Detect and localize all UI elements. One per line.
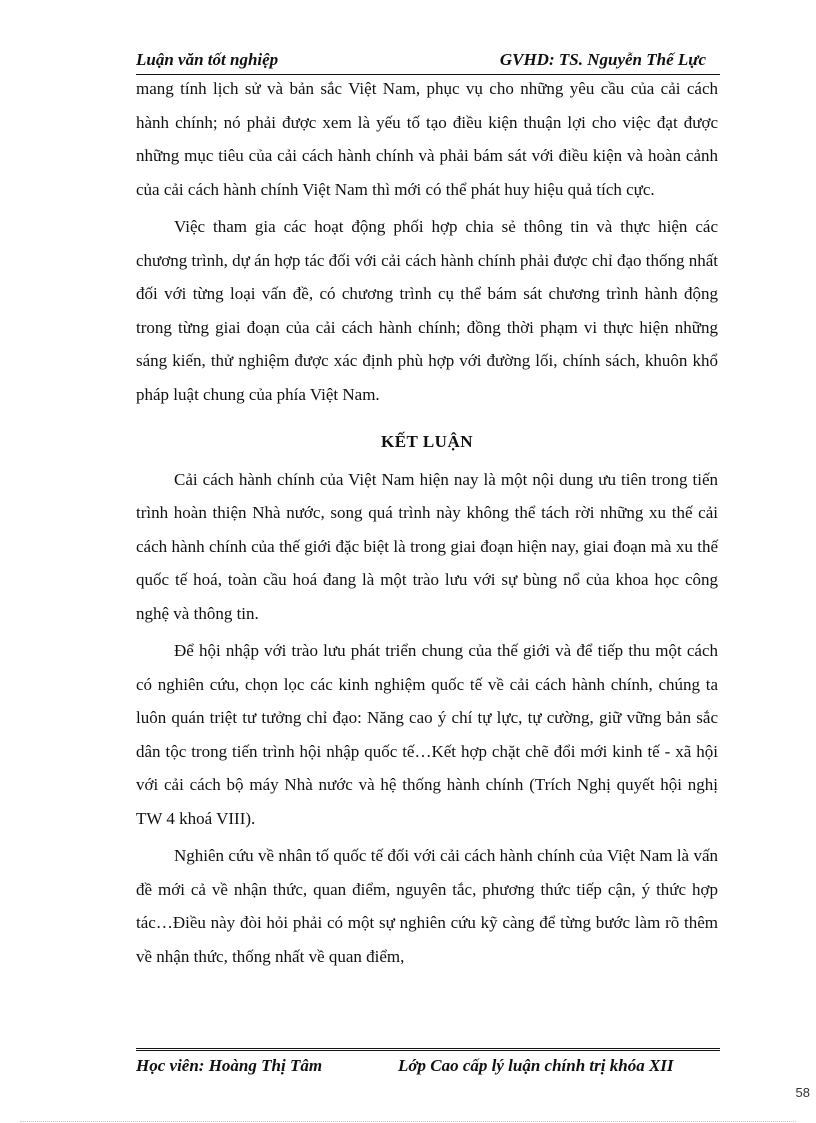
footer-student: Học viên: Hoàng Thị Tâm (136, 1056, 323, 1075)
header-thesis-title: Luận văn tốt nghiệp (136, 50, 279, 69)
footer-class: Lớp Cao cấp lý luận chính trị khóa XII (398, 1056, 674, 1075)
paragraph-1: mang tính lịch sử và bản sắc Việt Nam, phục vụ cho những yêu cầu của cải cách hành chính; nó phải được xem là yếu tố tạo điều kiện thuận lợi cho việc đạt được những mục tiêu của cải cách hành chính và phải bám sát với điều kiện và hoàn cảnh của cải cách hành chính Việt Nam thì mới có thể phát huy hiệu quả tích cực. (136, 79, 718, 199)
paragraph-4: Để hội nhập với trào lưu phát triển chung của thế giới và để tiếp thu một cách có nghiên cứu, chọn lọc các kinh nghiệm quốc tế về cải cách hành chính, chúng ta luôn quán triệt tư tưởng chỉ đạo: Năng cao ý chí tự lực, tự cường, giữ vững bản sắc dân tộc trong tiến trình hội nhập quốc tế…Kết hợp chặt chẽ đổi mới kinh tế - xã hội với cải cách bộ máy Nhà nước và hệ thống hành chính (Trích Nghị quyết hội nghị TW 4 khoá VIII). (136, 641, 718, 828)
paragraph-5: Nghiên cứu về nhân tố quốc tế đối với cải cách hành chính của Việt Nam là vấn đề mới cả về nhận thức, quan điểm, nguyên tắc, phương thức tiếp cận, ý thức hợp tác…Điều này đòi hỏi phải có một sự nghiên cứu kỹ càng để từng bước làm rõ thêm về nhận thức, thống nhất về quan điểm, (136, 846, 718, 966)
page-footer (136, 1048, 720, 1081)
page-number: 58 (795, 1085, 810, 1100)
paragraph-3: Cải cách hành chính của Việt Nam hiện nay là một nội dung ưu tiên trong tiến trình hoàn thiện Nhà nước, song quá trình này không thể tách rời những xu thế cải cách hành chính của thế giới đặc biệt là trong giai đoạn hiện nay, giai đoạn mà xu thế quốc tế hoá, toàn cầu hoá đang là một trào lưu với sự bùng nổ của khoa học công nghệ và thông tin. (136, 469, 718, 623)
page-header (136, 48, 720, 75)
header-advisor: GVHD: TS. Nguyễn Thế Lực (499, 50, 706, 69)
section-heading: KẾT LUẬN (380, 432, 473, 451)
document-body (136, 72, 718, 973)
paragraph-2: Việc tham gia các hoạt động phối hợp chia sẻ thông tin và thực hiện các chương trình, dự án hợp tác đối với cải cách hành chính phải được chỉ đạo thống nhất đối với từng loại vấn đề, có chương trình cụ thể bám sát chương trình hành động trong từng giai đoạn của cải cách hành chính; đồng thời phạm vi thực hiện những sáng kiến, thử nghiệm được xác định phù hợp với đường lối, chính sách, khuôn khổ pháp luật chung của phía Việt Nam. (136, 217, 718, 404)
page-edge-divider (20, 1121, 796, 1122)
